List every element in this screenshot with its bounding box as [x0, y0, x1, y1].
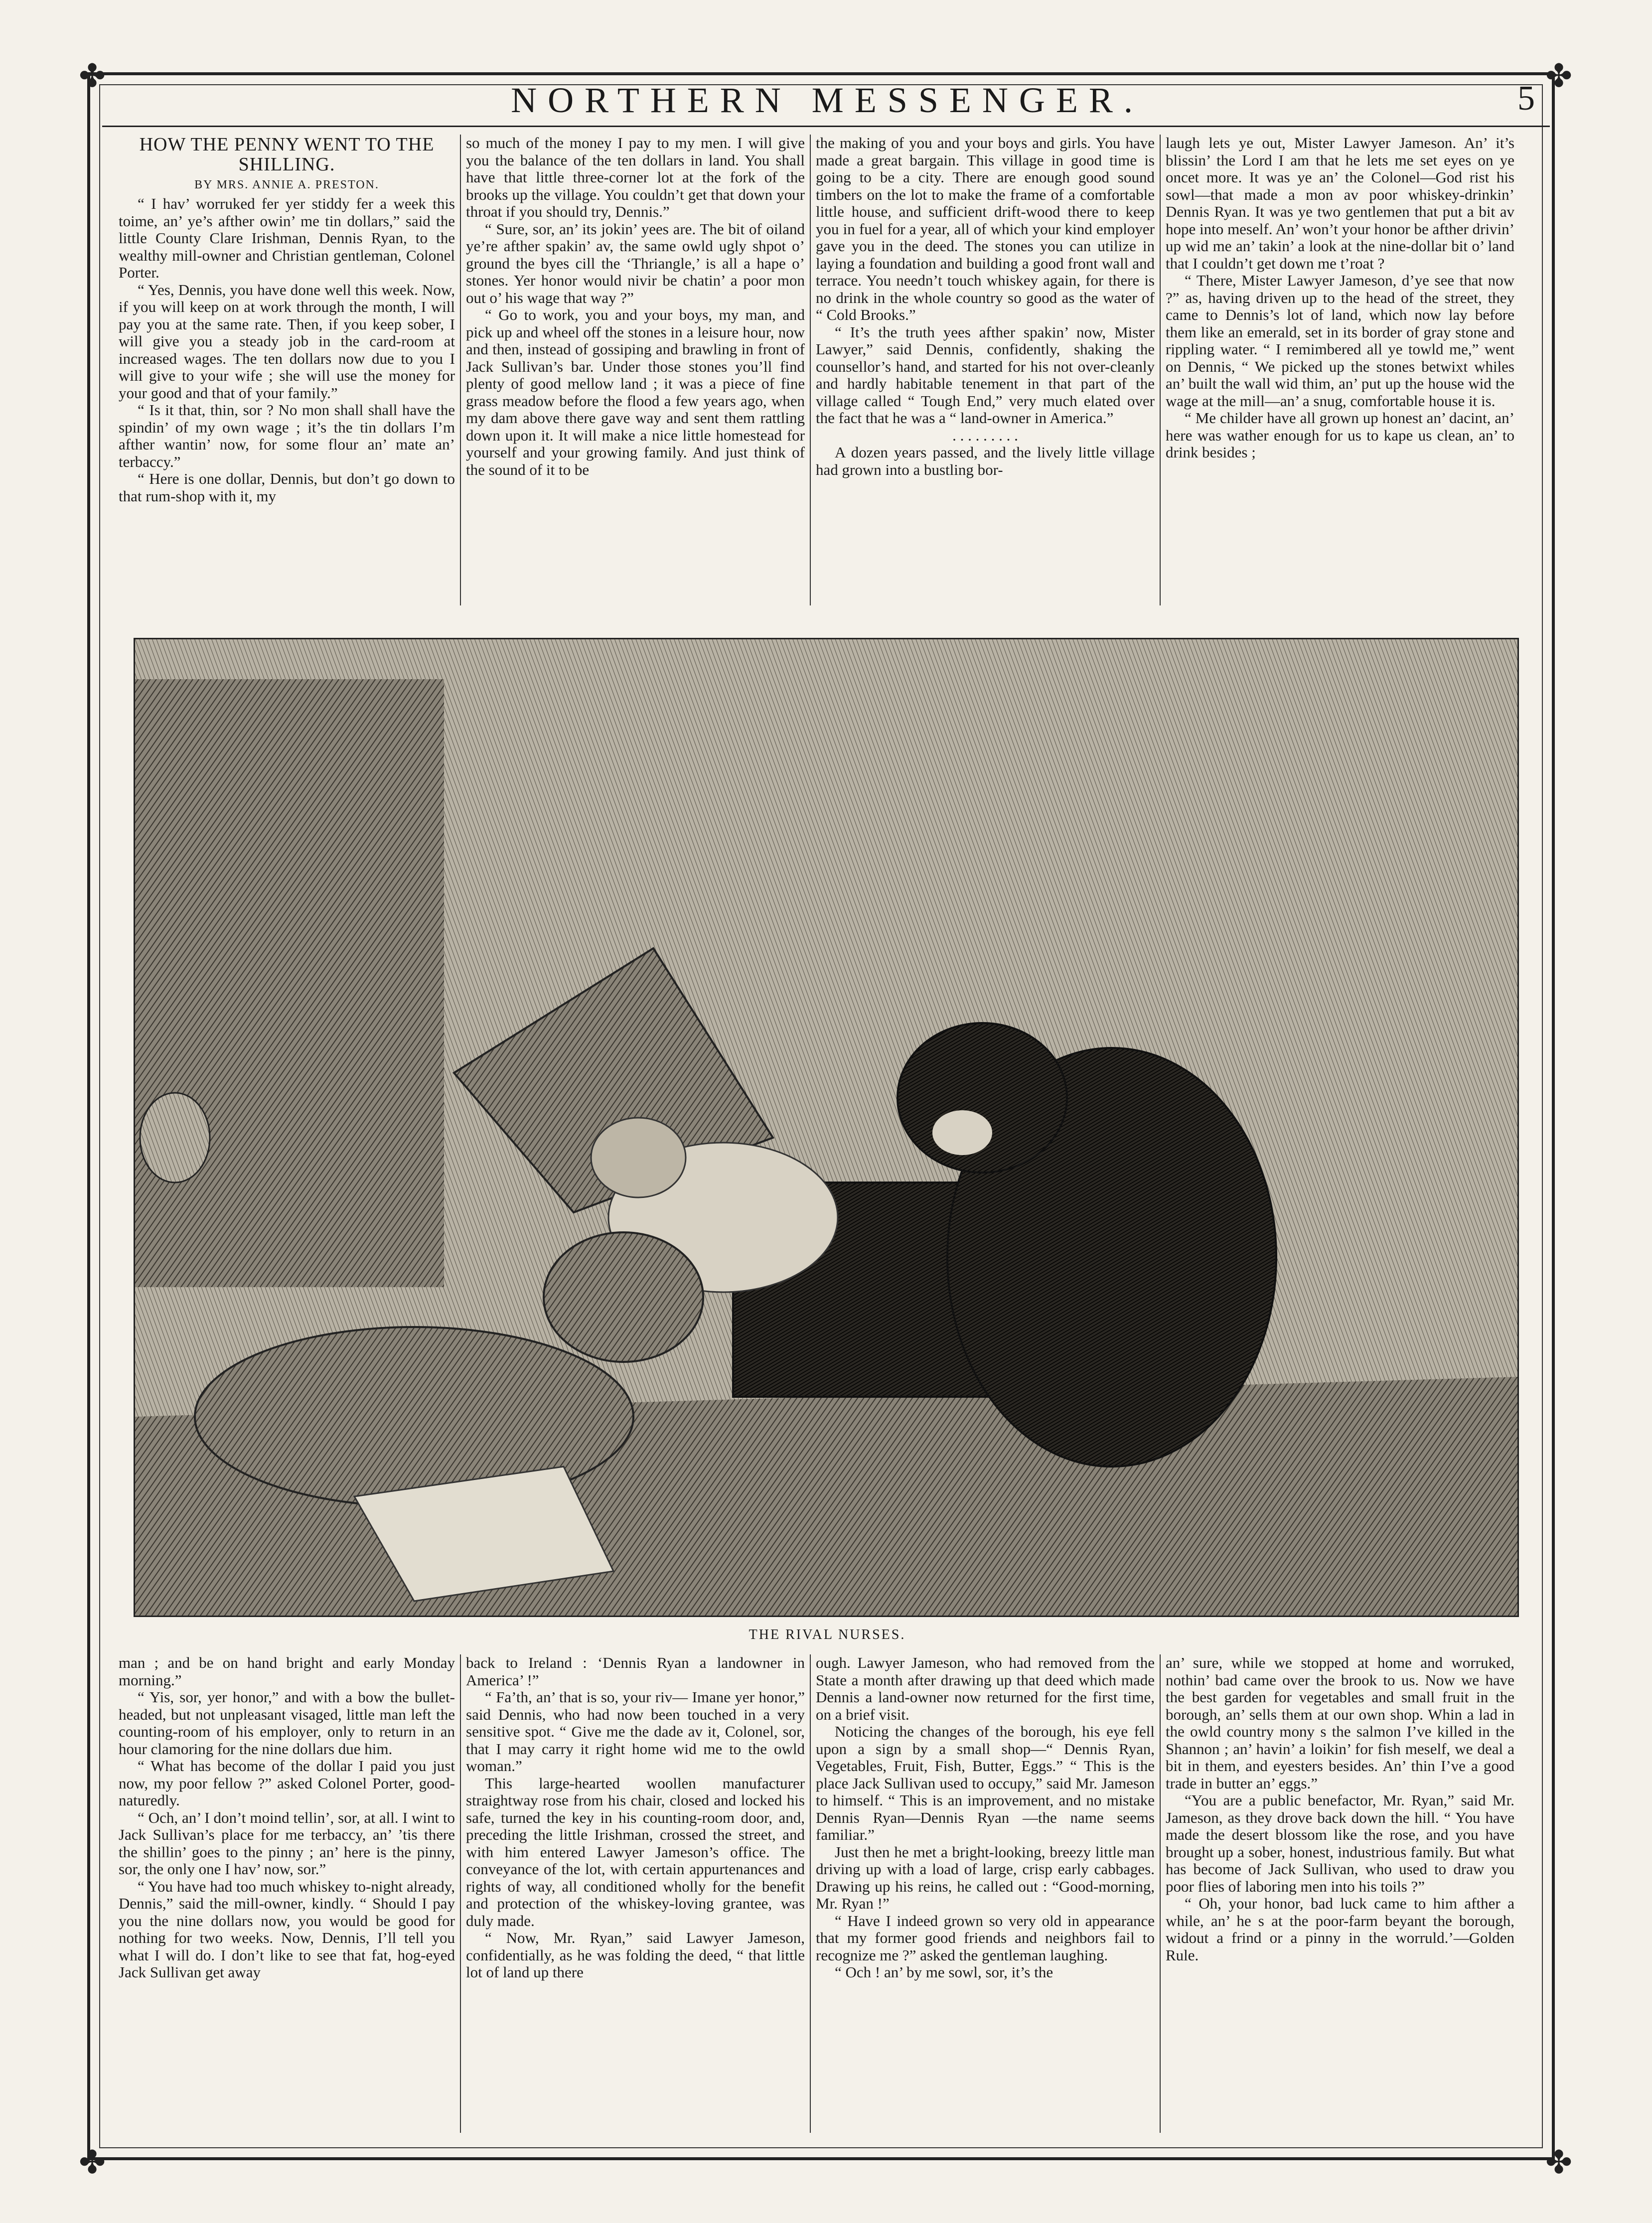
column-divider	[810, 1654, 811, 2133]
bottom-column-3	[816, 1654, 1155, 2133]
top-column-1	[119, 135, 455, 605]
ornament-corner-icon: ✤	[79, 2145, 106, 2180]
bottom-column-2	[466, 1654, 805, 2133]
paragraph: ough. Lawyer Jameson, who had removed from the State a month after drawing up that deed which made Dennis a land-owner now returned for the first time, on a brief visit.	[816, 1654, 1155, 1723]
paragraph: A dozen years passed, and the lively little village had grown into a bustling bor-	[816, 444, 1155, 478]
column-divider	[1160, 1654, 1161, 2133]
paragraph: laugh lets ye out, Mister Lawyer Jameson. An’ it’s blissin’ the Lord I am that he lets me set eyes on ye oncet more. It was ye an’ the Colonel—God rist his sowl—that made a mon av poor whiskey-drinkin’ Dennis Ryan. It was ye two gentlemen that put a bit av hope into meself. An’ won’t your honor be afther drivin’ up wid me an’ takin’ a look at the nine-dollar bit o’ land that I couldn’t get down me t’roat ?	[1166, 135, 1514, 272]
paragraph: “ Yes, Dennis, you have done well this week. Now, if you will keep on at work through the month, I will pay you at the same rate. Then, if you keep sober, I will give you a steady job in the card-room at increased wages. The ten dollars now due to you I will give to your wife ; she will use the money for your good and that of your family.”	[119, 281, 455, 402]
ornament-corner-icon: ✤	[1545, 2145, 1572, 2180]
paragraph: “ Och, an’ I don’t moind tellin’, sor, at all. I wint to Jack Sullivan’s place for me terbaccy, an’ ’tis there the shillin’ goes to the pinny ; an’ here is the pinny, sor, the only one I hav’ now, sor.”	[119, 1808, 455, 1878]
engraving-picture	[135, 639, 1517, 1616]
top-column-2	[466, 135, 805, 605]
article-byline: BY MRS. ANNIE A. PRESTON.	[194, 178, 379, 191]
bottom-column-4	[1166, 1654, 1514, 2133]
paragraph: “ Have I indeed grown so very old in appearance that my former good friends and neighbors fail to recognize me ?” asked the gentleman laughing.	[816, 1912, 1155, 1964]
paragraph: Noticing the changes of the borough, his eye fell upon a sign by a small shop—“ Dennis Ryan, Vegetables, Fruit, Fish, Butter, Eggs.” “ This is the place Jack Sullivan used to occupy,” said Mr. Jameson to himself. “ This is an improvement, and no mistake Dennis Ryan—Dennis Ryan —the name seems familiar.”	[816, 1723, 1155, 1843]
paragraph: “ Yis, sor, yer honor,” and with a bow the bullet-headed, but not unpleasant visaged, little man left the counting-room of his employer, only to return in an hour clamoring for the nine dollars due him.	[119, 1688, 455, 1758]
paragraph: back to Ireland : ‘Dennis Ryan a landowner in America’ !”	[466, 1654, 805, 1689]
ornament-corner-icon: ✤	[79, 58, 106, 94]
illustration-rival-nurses	[134, 638, 1519, 1617]
top-column-3	[816, 135, 1155, 605]
paragraph: Just then he met a bright-looking, breezy little man driving up with a load of large, crisp early cabbages. Drawing up his reins, he called out : “Good-morning, Mr. Ryan !”	[816, 1843, 1155, 1912]
paragraph: “ Now, Mr. Ryan,” said Lawyer Jameson, confidentially, as he was folding the deed, “ that little lot of land up there	[466, 1929, 805, 1981]
paragraph: man ; and be on hand bright and early Monday morning.”	[119, 1654, 455, 1689]
column-divider	[810, 135, 811, 605]
masthead-title: NORTHERN MESSENGER.	[511, 80, 1144, 120]
paragraph: “ There, Mister Lawyer Jameson, d’ye see that now ?” as, having driven up to the head of the street, they came to Dennis’s lot of land, which now lay before them like an emerald, set in its border of gray stone and rippling water. “ I remimbered all ye towld me,” went on Dennis, “ We picked up the stones betwixt whiles an’ built the wall wid thim, an’ put up the house wid the wage at the mill—an’ a snug, comfortable house it is.	[1166, 272, 1514, 410]
paragraph: “ Here is one dollar, Dennis, but don’t go down to that rum-shop with it, my	[119, 470, 455, 505]
paragraph: “ I hav’ worruked fer yer stiddy fer a week this toime, an’ ye’s afther owin’ me tin dollars,” said the little County Clare Irishman, Dennis Ryan, to the wealthy mill-owner and Christian gentleman, Colonel Porter.	[119, 195, 455, 281]
paragraph: the making of you and your boys and girls. You have made a great bargain. This village in good time is going to be a city. There are enough good sound timbers on the lot to make the frame of a comfortable little house, and sufficient drift-wood there to keep you in fuel for a year, all of which your kind employer gave you in the deed. The stones you can utilize in laying a foundation and building a good front wall and terrace. You needn’t touch whiskey again, for there is no drink in the whole country so good as the water of “ Cold Brooks.”	[816, 135, 1155, 323]
top-column-4	[1166, 135, 1514, 605]
ornament-corner-icon: ✤	[1545, 58, 1572, 94]
paragraph: so much of the money I pay to my men. I will give you the balance of the ten dollars in land. You shall have that little three-corner lot at the fork of the brooks up the village. You couldn’t get that down your throat if you should try, Dennis.”	[466, 135, 805, 220]
paragraph: “ Me childer have all grown up honest an’ dacint, an’ here was wather enough for us to kape us clean, an’ to drink besides ;	[1166, 409, 1514, 461]
bottom-column-1	[119, 1654, 455, 2133]
section-break: . . . . . . . . .	[952, 426, 1018, 444]
article-title: HOW THE PENNY WENT TO THE SHILLING.	[139, 135, 435, 175]
paragraph: “ Sure, sor, an’ its jokin’ yees are. The bit of oiland ye’re afther spakin’ av, the same owld ugly shpot o’ ground the byes cill the ‘Thriangle,’ is all a hape o’ stones. Yer honor would nivir be chatin’ a poor mon out o’ his wage that way ?”	[466, 220, 805, 306]
masthead-rule	[102, 126, 1550, 127]
paragraph: “You are a public benefactor, Mr. Ryan,” said Mr. Jameson, as they drove back down the hill. “ You have made the desert blossom like the rose, and you have brought up a sober, honest, industrious family. But what has become of Jack Sullivan, who used to draw you poor flies of laboring men into his toils ?”	[1166, 1791, 1514, 1895]
column-divider	[1160, 135, 1161, 605]
paragraph: “ Och ! an’ by me sowl, sor, it’s the	[835, 1963, 1053, 1981]
illustration-caption: THE RIVAL NURSES.	[749, 1627, 906, 1642]
paragraph: an’ sure, while we stopped at home and worruked, nothin’ bad came over the brook to us. Now we have the best garden for vegetables and small fruit in the borough, an’ sells them at our own shop. Whin a lad in the owld country mony s the salmon I’ve killed in the Shannon ; an’ havin’ a loikin’ for fish meself, we deal a bit in them, and eyesters besides. An’ thin I’ve a good trade in butter an’ eggs.”	[1166, 1654, 1514, 1792]
paragraph: “ Oh, your honor, bad luck came to him afther a while, an’ he s at the poor-farm beyant the borough, widout a frind or a pinny in the worruld.’—Golden Rule.	[1166, 1895, 1514, 1964]
paragraph: “ It’s the truth yees afther spakin’ now, Mister Lawyer,” said Dennis, confidently, shaking the counsellor’s hand, and started for his not over-cleanly and hardly habitable tenement in that part of the village called “ Tough End,” very much elated over the fact that he was a “ land-owner in America.”	[816, 323, 1155, 427]
column-divider	[460, 1654, 461, 2133]
column-divider	[460, 135, 461, 605]
paragraph: “ Go to work, you and your boys, my man, and pick up and wheel off the stones in a leisure hour, now and then, instead of gossiping and brawling in front of Jack Sullivan’s bar. Under those stones you’ll find plenty of good mellow land ; it was a piece of fine grass meadow before the flood a few years ago, when my dam above there gave way and sent them rattling down upon it. It will make a nice little homestead for yourself and your growing family. And just think of the sound of it to be	[466, 306, 805, 478]
paragraph: “ You have had too much whiskey to-night already, Dennis,” said the mill-owner, kindly. “ Should I pay you the nine dollars now, you would be good for nothing for two weeks. Now, Dennis, I’ll tell you what I will do. I don’t like to see that fat, hog-eyed Jack Sullivan get away	[119, 1877, 455, 1981]
paragraph: “ What has become of the dollar I paid you just now, my poor fellow ?” asked Colonel Porter, good-naturedly.	[119, 1757, 455, 1809]
column-text	[119, 195, 455, 505]
paragraph: “ Is it that, thin, sor ? No mon shall shall have the spindin’ of my own wage ; it’s the tin dollars I’m afther wantin’ now, for some flour an’ mate an’ terbaccy.”	[119, 401, 455, 470]
paragraph: “ Fa’th, an’ that is so, your riv— Imane yer honor,” said Dennis, who had now been touched in a very sensitive spot. “ Give me the dade av it, Colonel, sor, that I may carry it right home wid me to the owld woman.”	[466, 1688, 805, 1775]
page-number: 5	[1517, 79, 1535, 118]
paragraph: This large-hearted woollen manufacturer straightway rose from his chair, closed and locked his safe, turned the key in his counting-room door, and, preceding the little Irishman, crossed the street, and with him entered Lawyer Jameson’s office. The conveyance of the lot, with certain appurtenances and rights of way, all conditioned wholly for the benefit and protection of the whiskey-loving grantee, was duly made.	[466, 1774, 805, 1929]
